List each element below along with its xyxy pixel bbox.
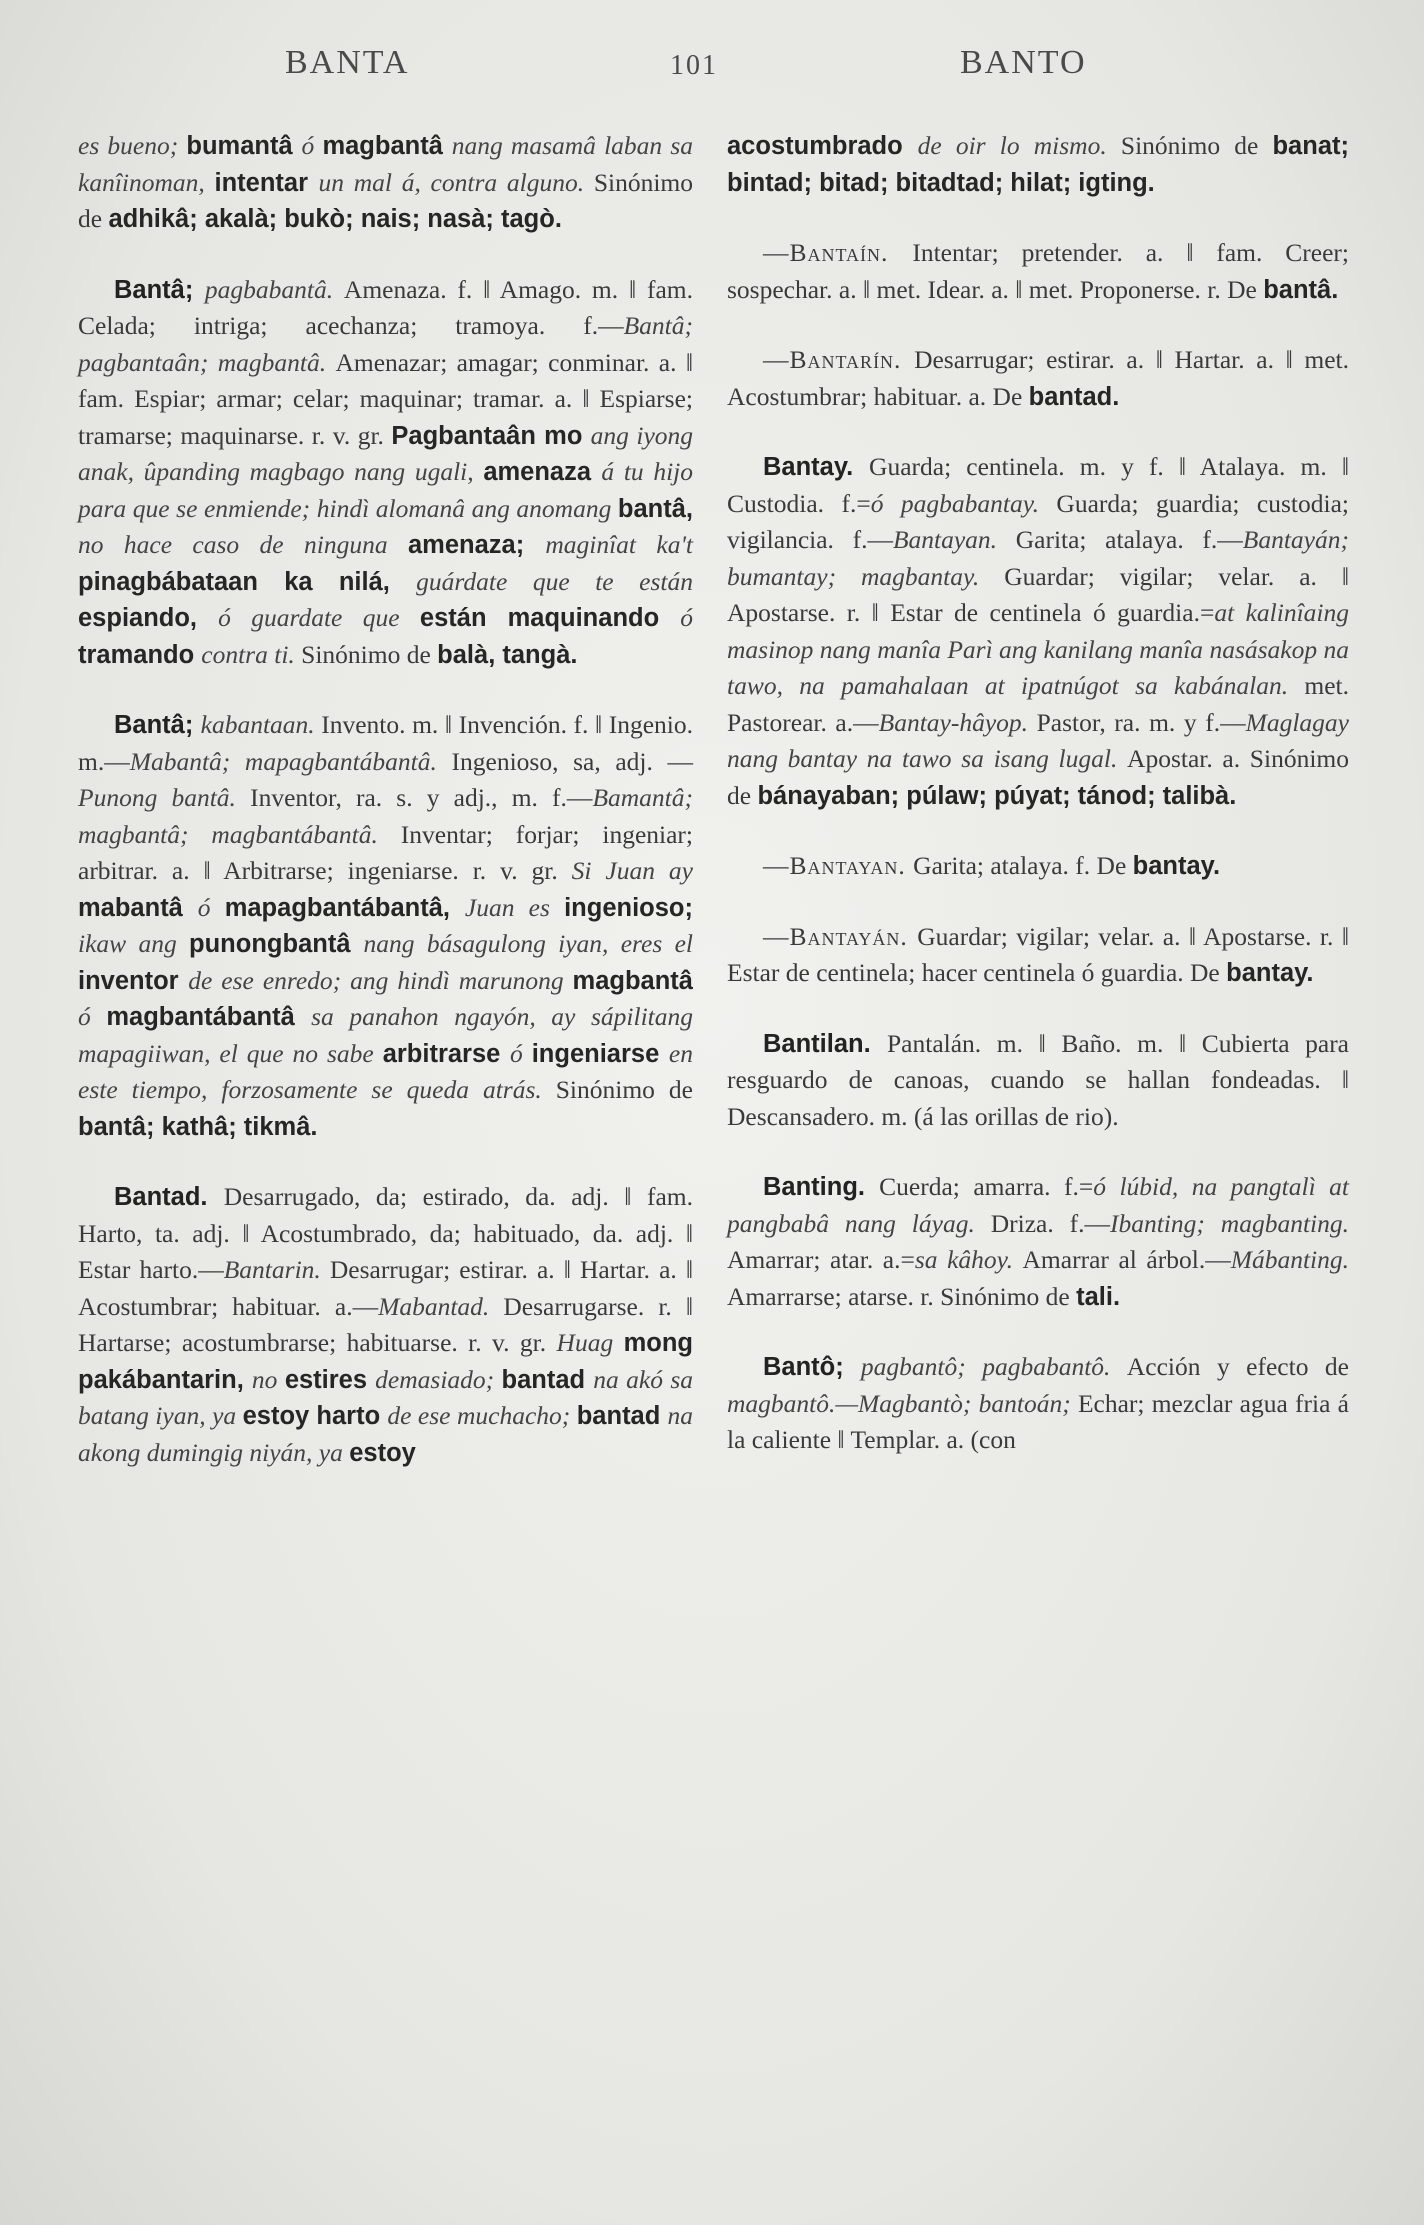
text-run: amenaza (483, 458, 602, 486)
text-run: Acción y efecto de (1126, 1352, 1349, 1381)
text-run: Ingenioso, sa, adj. — (451, 746, 693, 776)
entry-bantad (78, 1179, 693, 1471)
text-run: pagbantô; pagbabantô. (860, 1352, 1127, 1381)
text-run: kabantaan. (200, 710, 322, 739)
text-run: Amenazar; amagar; conminar. a. ‖ fam. Espiar; armar; celar; maquinar; tramar. a. ‖ Espiarse; tramarse; maquinarse. r. v. gr. (78, 347, 693, 450)
text-run: punongbantâ (189, 930, 364, 958)
text-run: ingeniarse (531, 1039, 669, 1068)
entry-bantarin (727, 342, 1349, 415)
text-run: mabantâ (78, 893, 198, 922)
entry-banta-invento (78, 707, 693, 1145)
text-run: de ese enredo; ang hindì marunong (188, 965, 573, 995)
text-run: Amarrar; atar. a.= (727, 1245, 915, 1274)
text-run: ó (197, 892, 225, 922)
text-run: Huag (556, 1328, 624, 1357)
text-run: Intentar; pretender. a. ‖ fam. Creer; sospechar. a. ‖ met. Idear. a. ‖ met. Proponerse. r. De (727, 238, 1349, 304)
text-run: ó guardate que (218, 603, 420, 632)
text-run: ó (78, 1002, 107, 1031)
text-run: Bantarin. (223, 1255, 330, 1284)
text-run: ó lúbid, na pangtalì at pangbabâ nang láyag. (727, 1172, 1349, 1238)
text-run: Invento. m. ‖ Invención. f. ‖ Ingenio. m.— (78, 710, 693, 776)
text-run: bantay. (1132, 852, 1221, 880)
text-run: están maquinando (419, 604, 681, 632)
text-run: —Bantaín. (763, 238, 913, 267)
text-run: —Bantayán. (763, 921, 918, 951)
page-number: 101 (670, 50, 718, 81)
text-run: Echar; mezclar agua fria á la caliente ‖ Templar. a. (con (727, 1388, 1349, 1454)
text-run: ó (301, 131, 323, 160)
text-run: á tu hijo para que se enmiende; hindì alomanâ ang anomang (78, 457, 694, 523)
text-run: Cuerda; amarra. f.= (879, 1172, 1094, 1201)
text-run: nang básagulong iyan, eres el (363, 929, 693, 958)
text-run: arbitrarse (382, 1039, 510, 1068)
text-run: Desarrugado, da; estirado, da. adj. ‖ fam. Harto, ta. adj. ‖ Acostumbrado, da; habituado, da. adj. ‖ Estar harto.— (78, 1182, 693, 1284)
text-run: ó (510, 1038, 532, 1068)
text-run: Inventor, ra. s. y adj., m. f.— (250, 783, 593, 812)
text-run: de oir lo mismo. (917, 131, 1121, 160)
text-run: Guarda; centinela. m. y f. ‖ Atalaya. m. ‖ Custodia. f.= (727, 452, 1349, 518)
text-run: maginîat ka't (545, 530, 693, 559)
text-run: Mabantâ; mapagbantábantâ. (129, 746, 452, 776)
text-run: Bamantâ; magbantâ; magbantábantâ. (78, 783, 694, 849)
text-run: Mabantad. (378, 1291, 504, 1321)
text-run: bantay. (1226, 959, 1314, 987)
entry-banta-amenaza (78, 272, 693, 674)
text-run: magbantábantâ (106, 1003, 312, 1031)
text-run: magbantô.—Magbantò; bantoán; (727, 1388, 1078, 1418)
entry-bantain (727, 235, 1349, 308)
left-column (78, 128, 693, 1505)
text-run: estoy harto (242, 1402, 388, 1430)
text-run: inventor (78, 966, 189, 995)
text-run: Pagbantaân mo (391, 421, 591, 450)
text-run: Amenaza. f. ‖ Amago. m. ‖ fam. Celada; intriga; acechanza; tramoya. f.— (78, 274, 693, 340)
text-run: Garita; atalaya. f.— (1015, 525, 1243, 554)
text-run: bantâ, (617, 494, 693, 523)
entry-banting (727, 1169, 1349, 1315)
headword: Banting. (763, 1173, 880, 1201)
text-run: pagbabantâ. (204, 274, 344, 304)
text-run: bantâ. (1263, 275, 1339, 304)
headword: Bantay. (763, 453, 870, 481)
text-run: Amarrar al árbol.— (1022, 1245, 1231, 1274)
text-run: Pastor, ra. m. y f.— (1036, 707, 1246, 737)
text-run: amenaza; (408, 531, 546, 559)
text-run: tramando (78, 640, 202, 669)
text-run: demasiado; (375, 1364, 502, 1394)
text-run: Sinónimo de (78, 167, 693, 233)
text-run: tali. (1076, 1282, 1121, 1311)
text-run: Garita; atalaya. f. De (913, 851, 1133, 880)
text-run: balà, tangà. (437, 640, 578, 669)
header-left-guide-word: BANTA (285, 44, 410, 81)
text-run: at kalinîaing masinop nang manîa Parì ang kanilang manîa nasásakop na tawo, na pamahalaan at ipatnúgot sa kabánalan. (727, 598, 1349, 700)
text-run: es bueno; (78, 131, 187, 160)
text-run: Mábanting. (1230, 1245, 1349, 1274)
text-run: —Bantarín. (763, 345, 915, 374)
entry-banta-continued (78, 128, 693, 238)
text-run: ingenioso; (564, 893, 693, 922)
text-run: magbantâ (322, 132, 452, 160)
text-run: na akó sa batang iyan, ya (78, 1364, 694, 1430)
text-run: Punong bantâ. (78, 783, 251, 812)
text-run: bantad (576, 1402, 668, 1430)
text-run: ang iyong anak, ûpanding magbago nang ugali, (78, 420, 694, 486)
text-run: bumantâ (186, 132, 302, 160)
text-run: espiando, (78, 604, 219, 632)
headword: Bantâ; (114, 275, 205, 304)
text-run: Bantâ; pagbantaân; magbantâ. (78, 311, 693, 377)
text-run: sa kâhoy. (914, 1245, 1023, 1274)
text-run: contra ti. (201, 639, 302, 669)
headword: Bantilan. (763, 1029, 887, 1058)
header-right-guide-word: BANTO (960, 44, 1087, 81)
text-run: Pantalán. m. ‖ Baño. m. ‖ Cubierta para resguardo de canoas, cuando se hallan fondeadas. ‖ Descansadero. m. (á las orillas de rio). (727, 1028, 1350, 1131)
text-run: acostumbrado (727, 132, 918, 160)
entry-bantay (727, 449, 1349, 814)
text-run: Guardar; vigilar; velar. a. ‖ Apostarse. r. ‖ Estar de centinela; hacer centinela ó guardia. De (727, 921, 1349, 987)
running-head (0, 44, 1424, 84)
text-run: Juan es (464, 892, 565, 922)
text-run: Sinónimo de (301, 639, 438, 669)
text-run: met. Pastorear. a.— (727, 671, 1349, 737)
text-run: Bantayan. (892, 525, 1016, 554)
text-run: magbantâ (572, 966, 693, 995)
text-run: bánayaban; púlaw; púyat; tánod; talibà. (757, 781, 1237, 810)
entry-bantayan-guardar (727, 919, 1349, 992)
entry-bantilan (727, 1026, 1349, 1136)
entry-bantayan-garita (727, 848, 1349, 885)
text-run: en este tiempo, forzosamente se queda atrás. (78, 1038, 693, 1104)
text-run: Desarrugarse. r. ‖ Hartarse; acostumbrarse; habituarse. r. v. gr. (78, 1291, 694, 1357)
text-run: Ibanting; magbanting. (1109, 1208, 1349, 1238)
text-run: Bantayán; bumantay; magbantay. (727, 525, 1349, 591)
text-run: Sinónimo de (555, 1075, 693, 1104)
text-run: mapagbantábantâ, (224, 893, 465, 922)
text-run: Amarrarse; atarse. r. Sinónimo de (727, 1281, 1077, 1311)
text-run: pinagbábataan (78, 567, 285, 596)
text-run: no hace caso de ninguna (78, 530, 408, 559)
headword: Bantâ; (114, 711, 201, 739)
text-run: nang masamâ laban sa kanîinoman, (78, 131, 694, 197)
text-run: mong pakábantarin, (78, 1329, 694, 1394)
headword: Bantad. (114, 1183, 224, 1211)
entry-bantad-continued (727, 128, 1349, 201)
text-run: adhikâ; akalà; bukò; nais; nasà; tagò. (108, 205, 562, 233)
text-run: —Bantayan. (763, 851, 914, 880)
text-run: un mal á, contra alguno. (318, 167, 594, 197)
text-run: banat; bintad; bitad; bitadtad; hilat; igting. (727, 132, 1349, 197)
right-column (727, 128, 1349, 1493)
text-run: Desarrugar; estirar. a. ‖ Hartar. a. ‖ met. Acostumbrar; habituar. a. De (727, 345, 1349, 411)
text-run: Maglagay nang bantay na tawo sa isang lugal. (727, 707, 1349, 773)
text-run: Si Juan ay (571, 856, 693, 885)
text-run: Sinónimo de (1120, 131, 1273, 160)
text-run: bantad (501, 1365, 594, 1394)
text-run: estires (284, 1365, 376, 1394)
text-run: Inventar; forjar; ingeniar; arbitrar. a. ‖ Arbitrarse; ingeniarse. r. v. gr. (78, 819, 693, 885)
text-run: Driza. f.— (990, 1208, 1110, 1238)
text-run: de ese muchacho; (387, 1401, 577, 1430)
text-run: intentar (214, 168, 319, 197)
entry-banto (727, 1349, 1349, 1459)
text-run: Guarda; guardia; custodia; vigilancia. f.— (727, 488, 1349, 554)
text-run: no (251, 1364, 285, 1394)
text-run: guárdate que te están (416, 566, 693, 596)
headword: Bantô; (763, 1353, 861, 1381)
text-run: ó (680, 603, 693, 632)
text-run: Bantay-hâyop. (878, 707, 1037, 737)
text-run: ikaw ang (78, 929, 190, 958)
text-run: ó pagbabantay. (870, 488, 1057, 518)
text-run: estoy (349, 1438, 416, 1467)
text-run: na akong dumingig niyán, ya (78, 1401, 694, 1467)
text-run: sa panahon ngayón, ay sápilitang mapagiiwan, el que no sabe (78, 1002, 693, 1068)
text-run: bantâ; kathâ; tikmâ. (78, 1112, 318, 1141)
text-run: bantad. (1028, 382, 1120, 411)
text-run: ka nilá, (284, 567, 417, 596)
text-run: Apostar. a. Sinónimo de (727, 744, 1349, 810)
text-run: Desarrugar; estirar. a. ‖ Hartar. a. ‖ Acostumbrar; habituar. a.— (78, 1255, 694, 1321)
text-run: Guardar; vigilar; velar. a. ‖ Apostarse. r. ‖ Estar de centinela ó guardia.= (727, 561, 1349, 627)
